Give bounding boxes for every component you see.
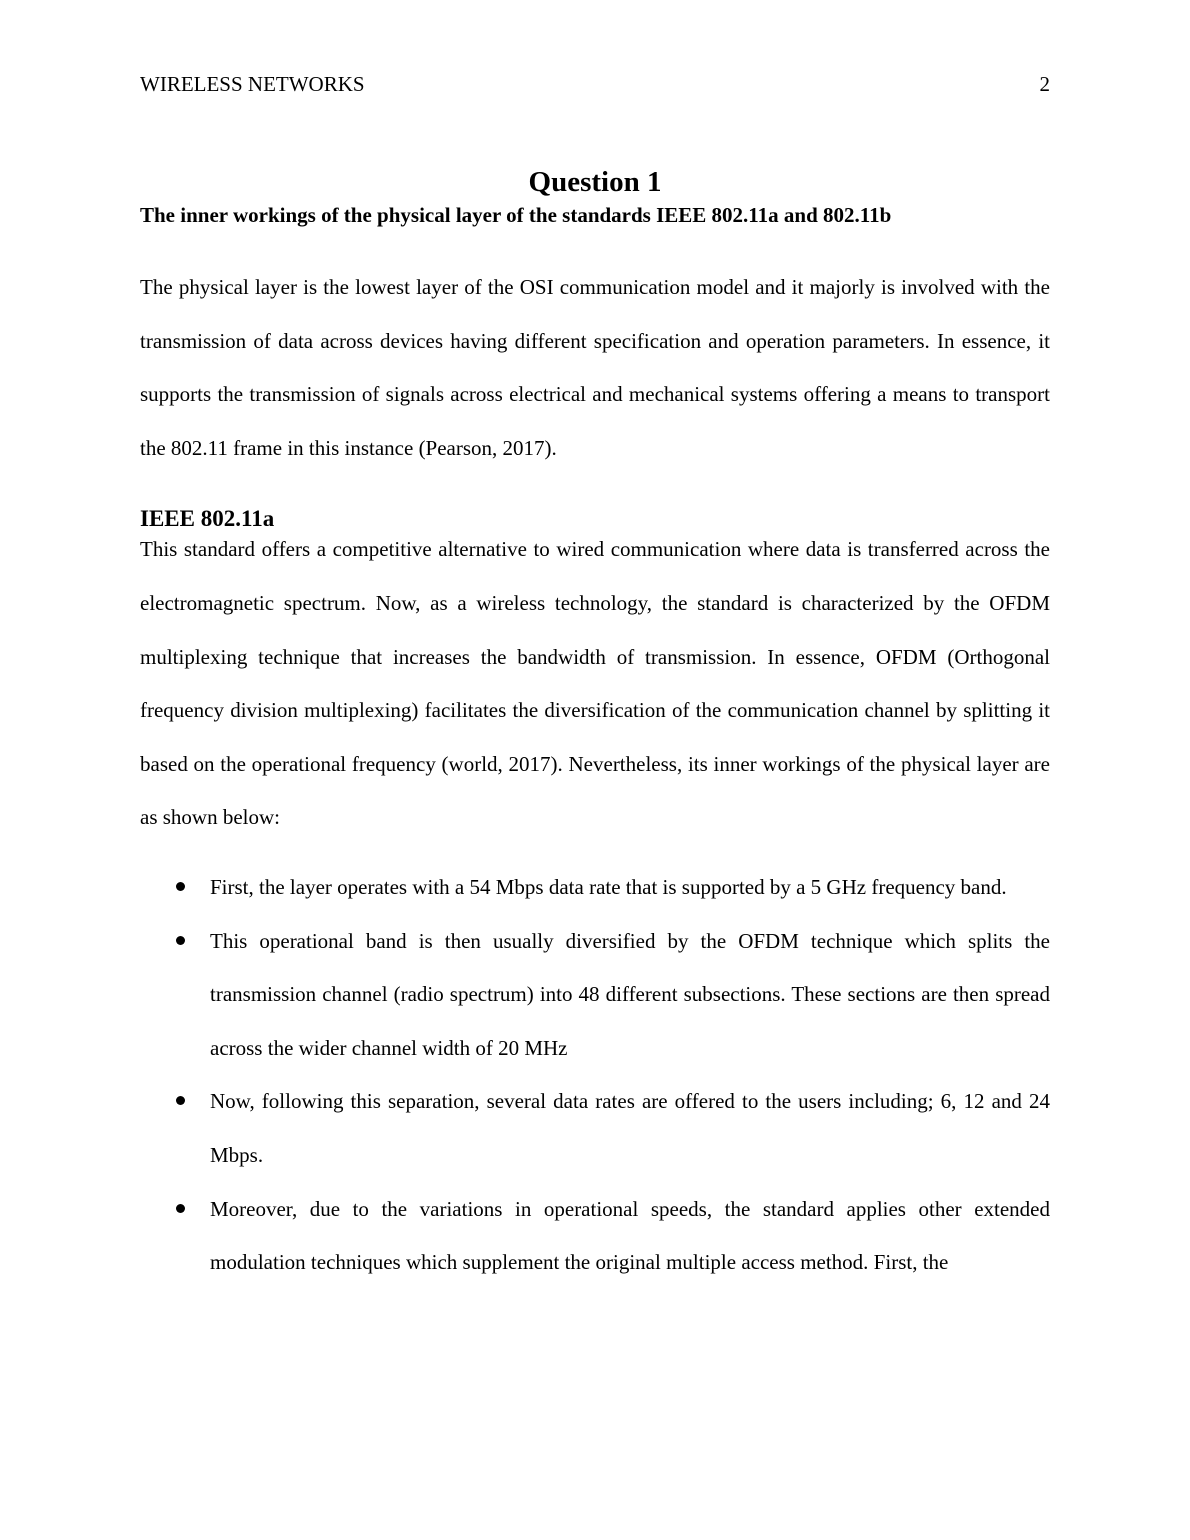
- question-title: Question 1: [528, 166, 662, 198]
- list-item: [140, 1183, 1050, 1290]
- bullet-icon: [176, 882, 185, 891]
- bullet-text: First, the layer operates with a 54 Mbps data rate that is supported by a 5 GHz frequency band.: [210, 874, 1007, 899]
- bullet-text: Moreover, due to the variations in operational speeds, the standard applies other extended modulation techniques which supplement the original multiple access method. First, the: [210, 1196, 1050, 1275]
- list-item: [140, 915, 1050, 1076]
- bullet-text: Now, following this separation, several data rates are offered to the users including; 6, 12 and 24 Mbps.: [210, 1089, 1050, 1167]
- page-header: [140, 70, 1050, 100]
- bullet-icon: [176, 1096, 185, 1105]
- list-item: [140, 1075, 1050, 1182]
- question-subtitle: The inner workings of the physical layer of the standards IEEE 802.11a and 802.11b: [140, 203, 892, 227]
- intro-paragraph: The physical layer is the lowest layer of the OSI communication model and it majorly is involved with the transmission of data across devices having different specification and operation parameters. In essence, it supports the transmission of signals across electrical and mechanical systems offering a means to transport the 802.11 frame in this instance (Pearson, 2017).: [140, 275, 1050, 460]
- running-head: WIRELESS NETWORKS: [140, 72, 365, 96]
- document-body: [140, 163, 1050, 1290]
- bullet-list: [140, 861, 1050, 1290]
- list-item: [140, 861, 1050, 915]
- bullet-icon: [176, 1204, 185, 1213]
- section-heading: IEEE 802.11a: [140, 506, 275, 532]
- section-paragraph: This standard offers a competitive alternative to wired communication where data is transferred across the electromagnetic spectrum. Now, as a wireless technology, the standard is characterized by the OFDM multiplexing technique that increases the bandwidth of transmission. In essence, OFDM (Orthogonal frequency division multiplexing) facilitates the diversification of the communication channel by splitting it based on the operational frequency (world, 2017). Nevertheless, its inner workings of the physical layer are as shown below:: [140, 537, 1050, 830]
- bullet-icon: [176, 936, 185, 945]
- page-number: 2: [1039, 72, 1050, 96]
- bullet-text: This operational band is then usually diversified by the OFDM technique which splits the transmission channel (radio spectrum) into 48 different subsections. These sections are then spread across the wider channel width of 20 MHz: [210, 928, 1050, 1060]
